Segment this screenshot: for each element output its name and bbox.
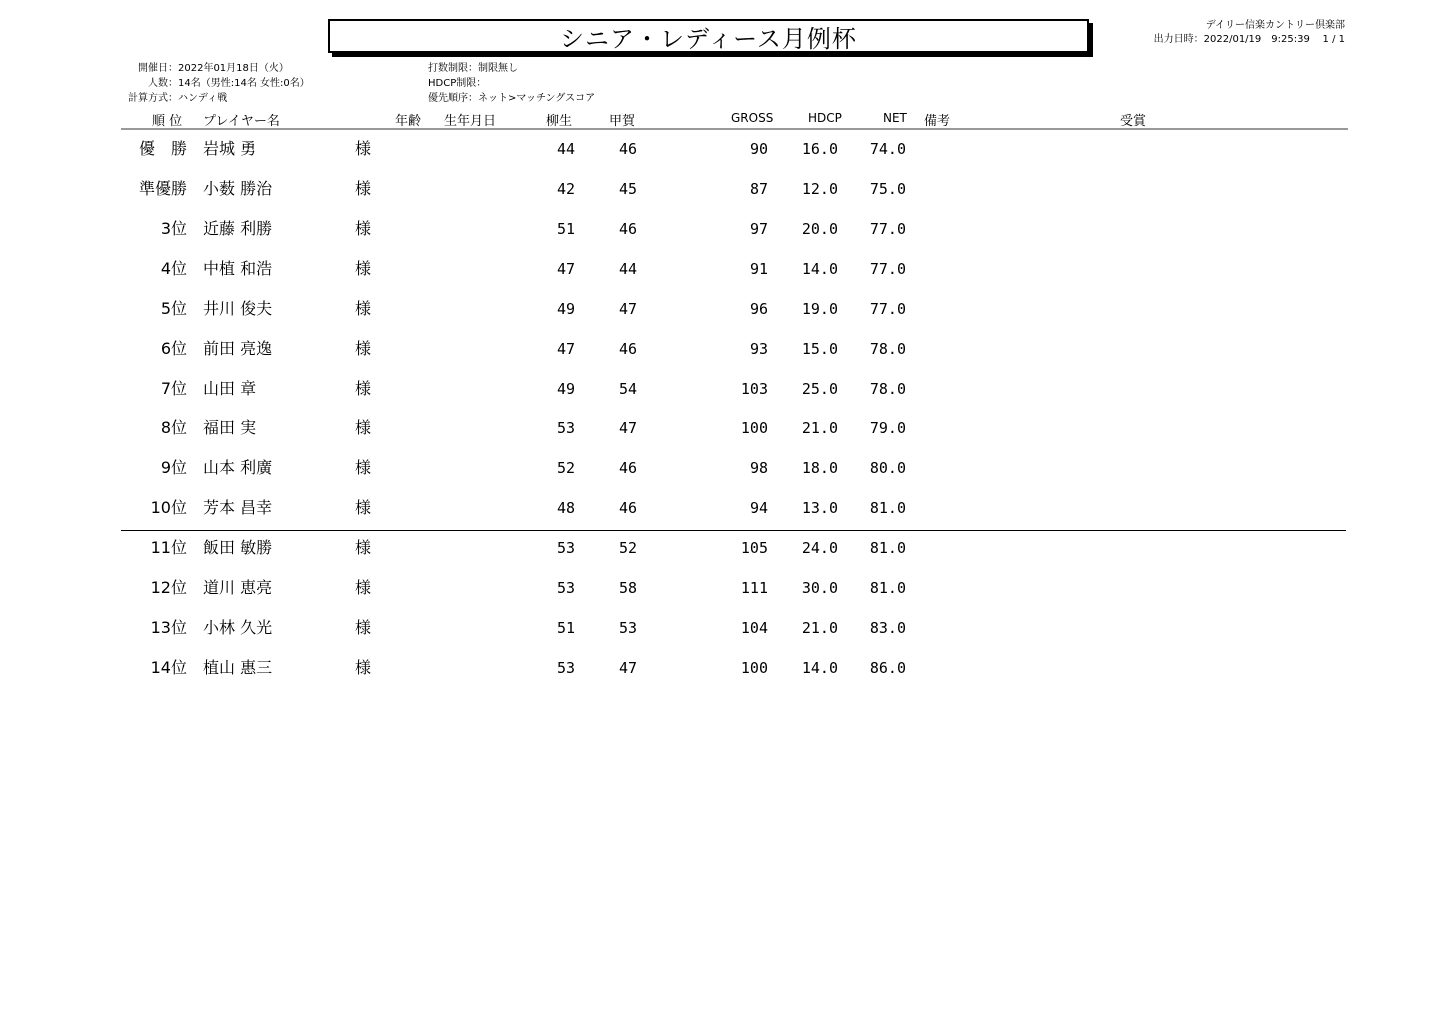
- header-divider: [121, 128, 1348, 130]
- meta-calc-label: 計算方式：: [128, 93, 178, 104]
- row-honorific: 様: [355, 299, 372, 318]
- row-player-name: 井川 俊夫: [203, 299, 273, 318]
- output-datetime-line: [1154, 34, 1345, 46]
- row-honorific: 様: [355, 458, 372, 477]
- row-net: 81.0: [869, 539, 906, 557]
- row-rank: 優 勝: [138, 139, 187, 158]
- row-hdcp: 14.0: [801, 659, 838, 677]
- row-hdcp: 15.0: [801, 340, 838, 358]
- row-player-name: 近藤 利勝: [203, 219, 273, 238]
- col-gross: GROSS: [731, 111, 774, 125]
- page-title: シニア・レディース月例杯: [560, 24, 857, 53]
- row-rank: 5位: [160, 299, 187, 318]
- row-honorific: 様: [355, 379, 372, 398]
- output-datetime: 2022/01/19 9:25:39: [1203, 34, 1310, 45]
- meta-calc-value: ハンディ戦: [178, 93, 228, 104]
- row-hdcp: 21.0: [801, 419, 838, 437]
- row-out: 51: [556, 220, 575, 238]
- row-rank: 14位: [150, 658, 187, 677]
- row-in: 44: [618, 260, 637, 278]
- row-gross: 96: [749, 300, 768, 318]
- row-gross: 87: [749, 180, 768, 198]
- row-out: 47: [556, 340, 575, 358]
- row-gross: 105: [740, 539, 768, 557]
- meta-priority: 優先順序：ネット>マッチングスコア: [428, 93, 596, 104]
- meta-count-label: 人数：: [148, 78, 178, 89]
- row-out: 51: [556, 619, 575, 637]
- row-out: 49: [556, 380, 575, 398]
- row-rank: 3位: [160, 219, 187, 238]
- row-player-name: 岩城 勇: [203, 139, 257, 158]
- row-net: 81.0: [869, 579, 906, 597]
- row-rank: 7位: [160, 379, 187, 398]
- output-label: 出力日時：: [1153, 34, 1204, 45]
- row-in: 46: [618, 220, 637, 238]
- row-gross: 111: [740, 579, 768, 597]
- row-rank: 11位: [150, 538, 187, 557]
- row-hdcp: 25.0: [801, 380, 838, 398]
- row-gross: 104: [740, 619, 768, 637]
- row-player-name: 道川 恵亮: [203, 578, 273, 597]
- row-out: 52: [556, 459, 575, 477]
- row-player-name: 中植 和浩: [203, 259, 273, 278]
- col-age: 年齢: [395, 114, 422, 129]
- row-out: 44: [556, 140, 575, 158]
- row-in: 46: [618, 499, 637, 517]
- row-out: 47: [556, 260, 575, 278]
- row-net: 78.0: [869, 340, 906, 358]
- col-net: NET: [883, 111, 907, 125]
- row-player-name: 山本 利廣: [203, 458, 273, 477]
- row-net: 86.0: [869, 659, 906, 677]
- meta-hdcp-limit: HDCP制限：: [428, 78, 487, 89]
- row-out: 53: [556, 539, 575, 557]
- row-honorific: 様: [355, 418, 372, 437]
- row-net: 75.0: [869, 180, 906, 198]
- row-hdcp: 30.0: [801, 579, 838, 597]
- row-gross: 90: [749, 140, 768, 158]
- row-honorific: 様: [355, 618, 372, 637]
- row-honorific: 様: [355, 219, 372, 238]
- row-rank: 9位: [160, 458, 187, 477]
- row-player-name: 芳本 昌幸: [203, 498, 273, 517]
- row-hdcp: 12.0: [801, 180, 838, 198]
- row-rank: 8位: [160, 418, 187, 437]
- row-player-name: 植山 惠三: [203, 658, 273, 677]
- row-in: 52: [618, 539, 637, 557]
- col-player: プレイヤー名: [203, 114, 280, 129]
- col-in: 甲賀: [609, 114, 636, 129]
- meta-count-value: 14名（男性:14名 女性:0名）: [178, 78, 310, 89]
- meta-calc: [128, 93, 227, 105]
- row-gross: 91: [749, 260, 768, 278]
- meta-stroke-limit: 打数制限：制限無し: [428, 63, 518, 74]
- row-net: 77.0: [869, 220, 906, 238]
- row-rank: 準優勝: [138, 179, 187, 198]
- row-in: 58: [618, 579, 637, 597]
- row-player-name: 飯田 敏勝: [203, 538, 273, 557]
- row-gross: 100: [740, 419, 768, 437]
- row-net: 74.0: [869, 140, 906, 158]
- page-title-box: [328, 19, 1089, 53]
- row-hdcp: 21.0: [801, 619, 838, 637]
- row-player-name: 福田 実: [203, 418, 257, 437]
- row-honorific: 様: [355, 658, 372, 677]
- col-remarks: 備考: [924, 114, 951, 129]
- meta-count: [128, 78, 310, 90]
- row-gross: 100: [740, 659, 768, 677]
- row-player-name: 山田 章: [203, 379, 257, 398]
- row-out: 48: [556, 499, 575, 517]
- row-in: 47: [618, 419, 637, 437]
- row-in: 46: [618, 340, 637, 358]
- row-out: 53: [556, 659, 575, 677]
- row-hdcp: 14.0: [801, 260, 838, 278]
- row-out: 53: [556, 579, 575, 597]
- row-rank: 4位: [160, 259, 187, 278]
- row-net: 80.0: [869, 459, 906, 477]
- row-honorific: 様: [355, 578, 372, 597]
- row-gross: 93: [749, 340, 768, 358]
- row-honorific: 様: [355, 179, 372, 198]
- row-hdcp: 20.0: [801, 220, 838, 238]
- col-out: 柳生: [546, 114, 573, 129]
- row-net: 79.0: [869, 419, 906, 437]
- row-rank: 13位: [150, 618, 187, 637]
- col-award: 受賞: [1120, 114, 1147, 129]
- row-in: 46: [618, 459, 637, 477]
- row-rank: 10位: [150, 498, 187, 517]
- row-hdcp: 16.0: [801, 140, 838, 158]
- row-hdcp: 18.0: [801, 459, 838, 477]
- row-net: 77.0: [869, 260, 906, 278]
- row-in: 54: [618, 380, 637, 398]
- row-rank: 12位: [150, 578, 187, 597]
- col-birthday: 生年月日: [444, 114, 497, 129]
- row-net: 83.0: [869, 619, 906, 637]
- row-hdcp: 13.0: [801, 499, 838, 517]
- row-honorific: 様: [355, 259, 372, 278]
- row-net: 81.0: [869, 499, 906, 517]
- row-honorific: 様: [355, 498, 372, 517]
- meta-date-label: 開催日：: [138, 63, 178, 74]
- club-name: デイリー信楽カントリー倶楽部: [1205, 20, 1345, 31]
- row-in: 46: [618, 140, 637, 158]
- row-out: 42: [556, 180, 575, 198]
- row-gross: 103: [740, 380, 768, 398]
- row-out: 53: [556, 419, 575, 437]
- row-gross: 94: [749, 499, 768, 517]
- row-honorific: 様: [355, 339, 372, 358]
- row-gross: 98: [749, 459, 768, 477]
- row-hdcp: 24.0: [801, 539, 838, 557]
- top10-divider: [121, 530, 1346, 531]
- row-hdcp: 19.0: [801, 300, 838, 318]
- meta-date: [128, 63, 289, 75]
- row-gross: 97: [749, 220, 768, 238]
- row-in: 47: [618, 300, 637, 318]
- row-net: 78.0: [869, 380, 906, 398]
- row-rank: 6位: [160, 339, 187, 358]
- row-in: 47: [618, 659, 637, 677]
- row-honorific: 様: [355, 139, 372, 158]
- meta-date-value: 2022年01月18日（火）: [178, 63, 289, 74]
- col-rank: 順 位: [152, 114, 183, 129]
- page-number: 1 / 1: [1322, 34, 1345, 45]
- row-player-name: 小林 久光: [203, 618, 273, 637]
- row-honorific: 様: [355, 538, 372, 557]
- row-in: 45: [618, 180, 637, 198]
- row-player-name: 前田 亮逸: [203, 339, 273, 358]
- row-out: 49: [556, 300, 575, 318]
- col-hdcp: HDCP: [808, 111, 842, 125]
- row-in: 53: [618, 619, 637, 637]
- row-player-name: 小薮 勝治: [203, 179, 273, 198]
- row-net: 77.0: [869, 300, 906, 318]
